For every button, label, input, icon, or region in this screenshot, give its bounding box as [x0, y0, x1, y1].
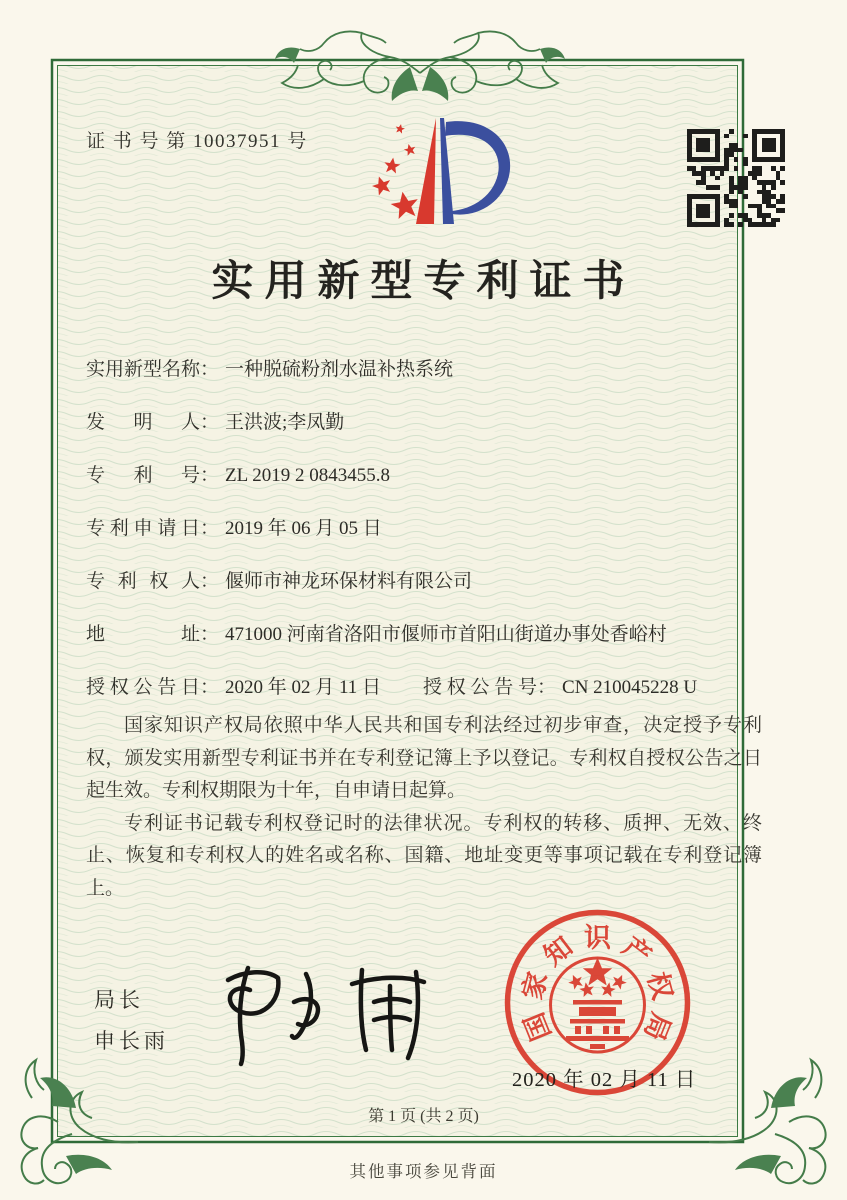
field-value: ZL 2019 2 0843455.8: [225, 465, 391, 486]
field-value: 偃师市神龙环保材料有限公司: [225, 571, 473, 592]
seal-char: 国: [518, 1008, 557, 1045]
field-value: 2019 年 06 月 05 日: [225, 518, 382, 539]
field-grant-number: 授权公告号： CN 210045228 U: [423, 677, 698, 698]
field-label: 授权公告日: [86, 677, 200, 698]
field-label: 专 利 号: [86, 465, 200, 486]
field-label: 实用新型名称: [86, 359, 201, 380]
field-label: 授权公告号: [423, 677, 537, 698]
field-label: 发 明 人: [86, 412, 200, 433]
legal-paragraph-2: 专利证书记载专利权登记时的法律状况。专利权的转移、质押、无效、终止、恢复和专利权人的姓名或名称、国籍、地址变更等事项记载在专利登记簿上。: [86, 812, 762, 899]
certificate-number: 证 书 号 第 10037951 号: [86, 131, 308, 152]
certificate-fields: [86, 360, 754, 731]
national-emblem: [551, 958, 645, 1053]
seal-char: 局: [638, 1008, 677, 1045]
field-label: 专 利 权 人: [86, 571, 200, 592]
certificate-title: 实用新型专利证书: [211, 259, 636, 305]
director-signature-icon: [210, 946, 445, 1068]
qr-code-icon: [687, 129, 785, 227]
field-value: CN 210045228 U: [562, 677, 698, 698]
field-row-inventors: 发 明 人： 王洪波;李凤勤: [86, 412, 345, 433]
issue-date: 2020 年 02 月 11 日: [512, 1069, 697, 1091]
back-side-note: 其他事项参见背面: [349, 1162, 498, 1181]
cnipa-logo-icon: [348, 110, 516, 236]
field-value: 2020 年 02 月 11 日: [225, 677, 382, 698]
seal-char: 权: [641, 968, 678, 1003]
field-label: 地 址: [86, 624, 200, 645]
seal-char: 识: [584, 923, 611, 953]
field-value: 王洪波;李凤勤: [225, 412, 345, 433]
field-label: 专利申请日: [86, 518, 200, 539]
legal-paragraph-1: 国家知识产权局依照中华人民共和国专利法经过初步审查，决定授予专利权，颁发实用新型专利证书并在专利登记簿上予以登记。专利权自授权公告之日起生效。专利权期限为十年，自申请日起算。: [86, 715, 762, 801]
page-number: 第 1 页 (共 2 页): [368, 1108, 479, 1125]
field-value: 一种脱硫粉剂水温补热系统: [225, 359, 454, 380]
field-row-filing-date: 专利申请日： 2019 年 06 月 05 日: [86, 518, 382, 539]
field-value: 471000 河南省洛阳市偃师市首阳山街道办事处香峪村: [225, 624, 667, 645]
field-row-utility-model-name: 实用新型名称： 一种脱硫粉剂水温补热系统: [86, 359, 454, 380]
seal-char: 家: [517, 968, 554, 1003]
field-row-grant-date-and-number: 授权公告日： 2020 年 02 月 11 日 授权公告号： CN 210045228 U: [86, 677, 698, 698]
field-row-patentee: 专 利 权 人： 偃师市神龙环保材料有限公司: [86, 571, 473, 592]
field-row-address: 地 址： 471000 河南省洛阳市偃师市首阳山街道办事处香峪村: [86, 624, 667, 645]
officer-title: 局长: [94, 988, 144, 1012]
seal-char: 知: [538, 931, 579, 972]
officer-name: 申长雨: [94, 1029, 169, 1053]
legal-text: [86, 710, 762, 905]
seal-char: 产: [616, 931, 657, 972]
field-row-patent-number: 专 利 号： ZL 2019 2 0843455.8: [86, 465, 391, 486]
